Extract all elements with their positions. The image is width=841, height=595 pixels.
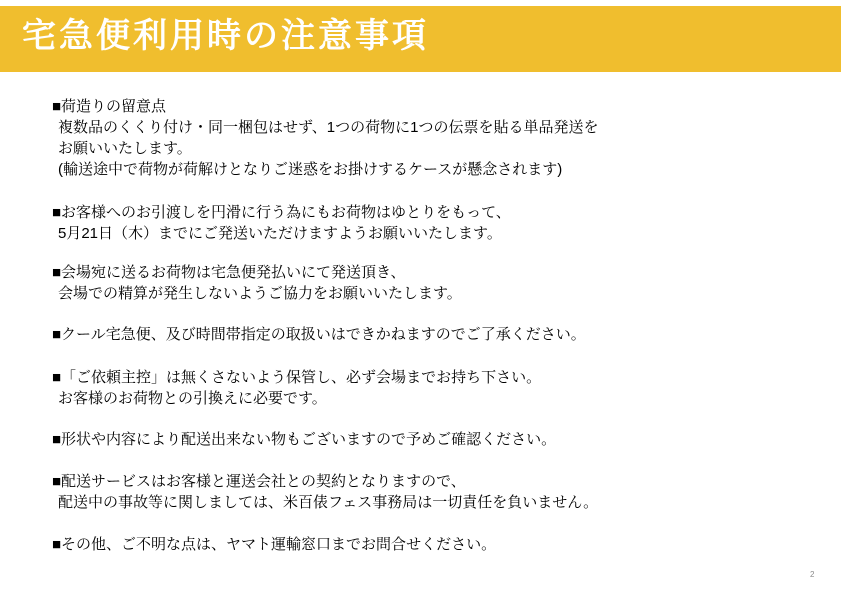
notice-text: お願いいたします。 — [58, 140, 192, 157]
notice-packing — [52, 96, 812, 180]
notice-heading: ■形状や内容により配送出来ない物もございますので予めご確認ください。 — [52, 431, 557, 448]
notice-text: 配送中の事故等に関しましては、米百俵フェス事務局は一切責任を負いません。 — [58, 494, 599, 511]
slide-title: 宅急便利用時の注意事項 — [22, 17, 429, 55]
notice-sender-receipt — [52, 367, 812, 409]
notice-text: 会場での精算が発生しないようご協力をお願いいたします。 — [58, 285, 462, 302]
notice-restricted-items — [52, 429, 812, 450]
notice-inquiries — [52, 534, 812, 555]
title-bar — [0, 6, 841, 72]
notice-heading: ■その他、ご不明な点は、ヤマト運輸窓口までお問合せください。 — [52, 536, 497, 553]
notice-cool-delivery — [52, 324, 812, 345]
notice-heading: ■「ご依頼主控」は無くさないよう保管し、必ず会場までお持ち下さい。 — [52, 369, 542, 386]
notice-heading: ■荷造りの留意点 — [52, 98, 167, 115]
notice-heading: ■お客様へのお引渡しを円滑に行う為にもお荷物はゆとりをもって、 — [52, 204, 511, 221]
page-number: 2 — [810, 570, 815, 579]
notice-liability — [52, 471, 812, 513]
notice-heading: ■配送サービスはお客様と運送会社との契約となりますので、 — [52, 473, 466, 490]
notice-text: 5月21日（木）までにご発送いただけますようお願いいたします。 — [58, 225, 502, 242]
notice-heading: ■会場宛に送るお荷物は宅急便発払いにて発送頂き、 — [52, 264, 406, 281]
notice-prepaid-shipping — [52, 262, 812, 304]
notice-text: 複数品のくくり付け・同一梱包はせず、1つの荷物に1つの伝票を貼る単品発送を — [58, 119, 599, 136]
notice-shipping-deadline — [52, 202, 812, 244]
notice-text: (輸送途中で荷物が荷解けとなりご迷惑をお掛けするケースが懸念されます) — [58, 161, 563, 178]
notice-text: お客様のお荷物との引換えに必要です。 — [58, 390, 327, 407]
notice-heading: ■クール宅急便、及び時間帯指定の取扱いはできかねますのでご了承ください。 — [52, 326, 586, 343]
